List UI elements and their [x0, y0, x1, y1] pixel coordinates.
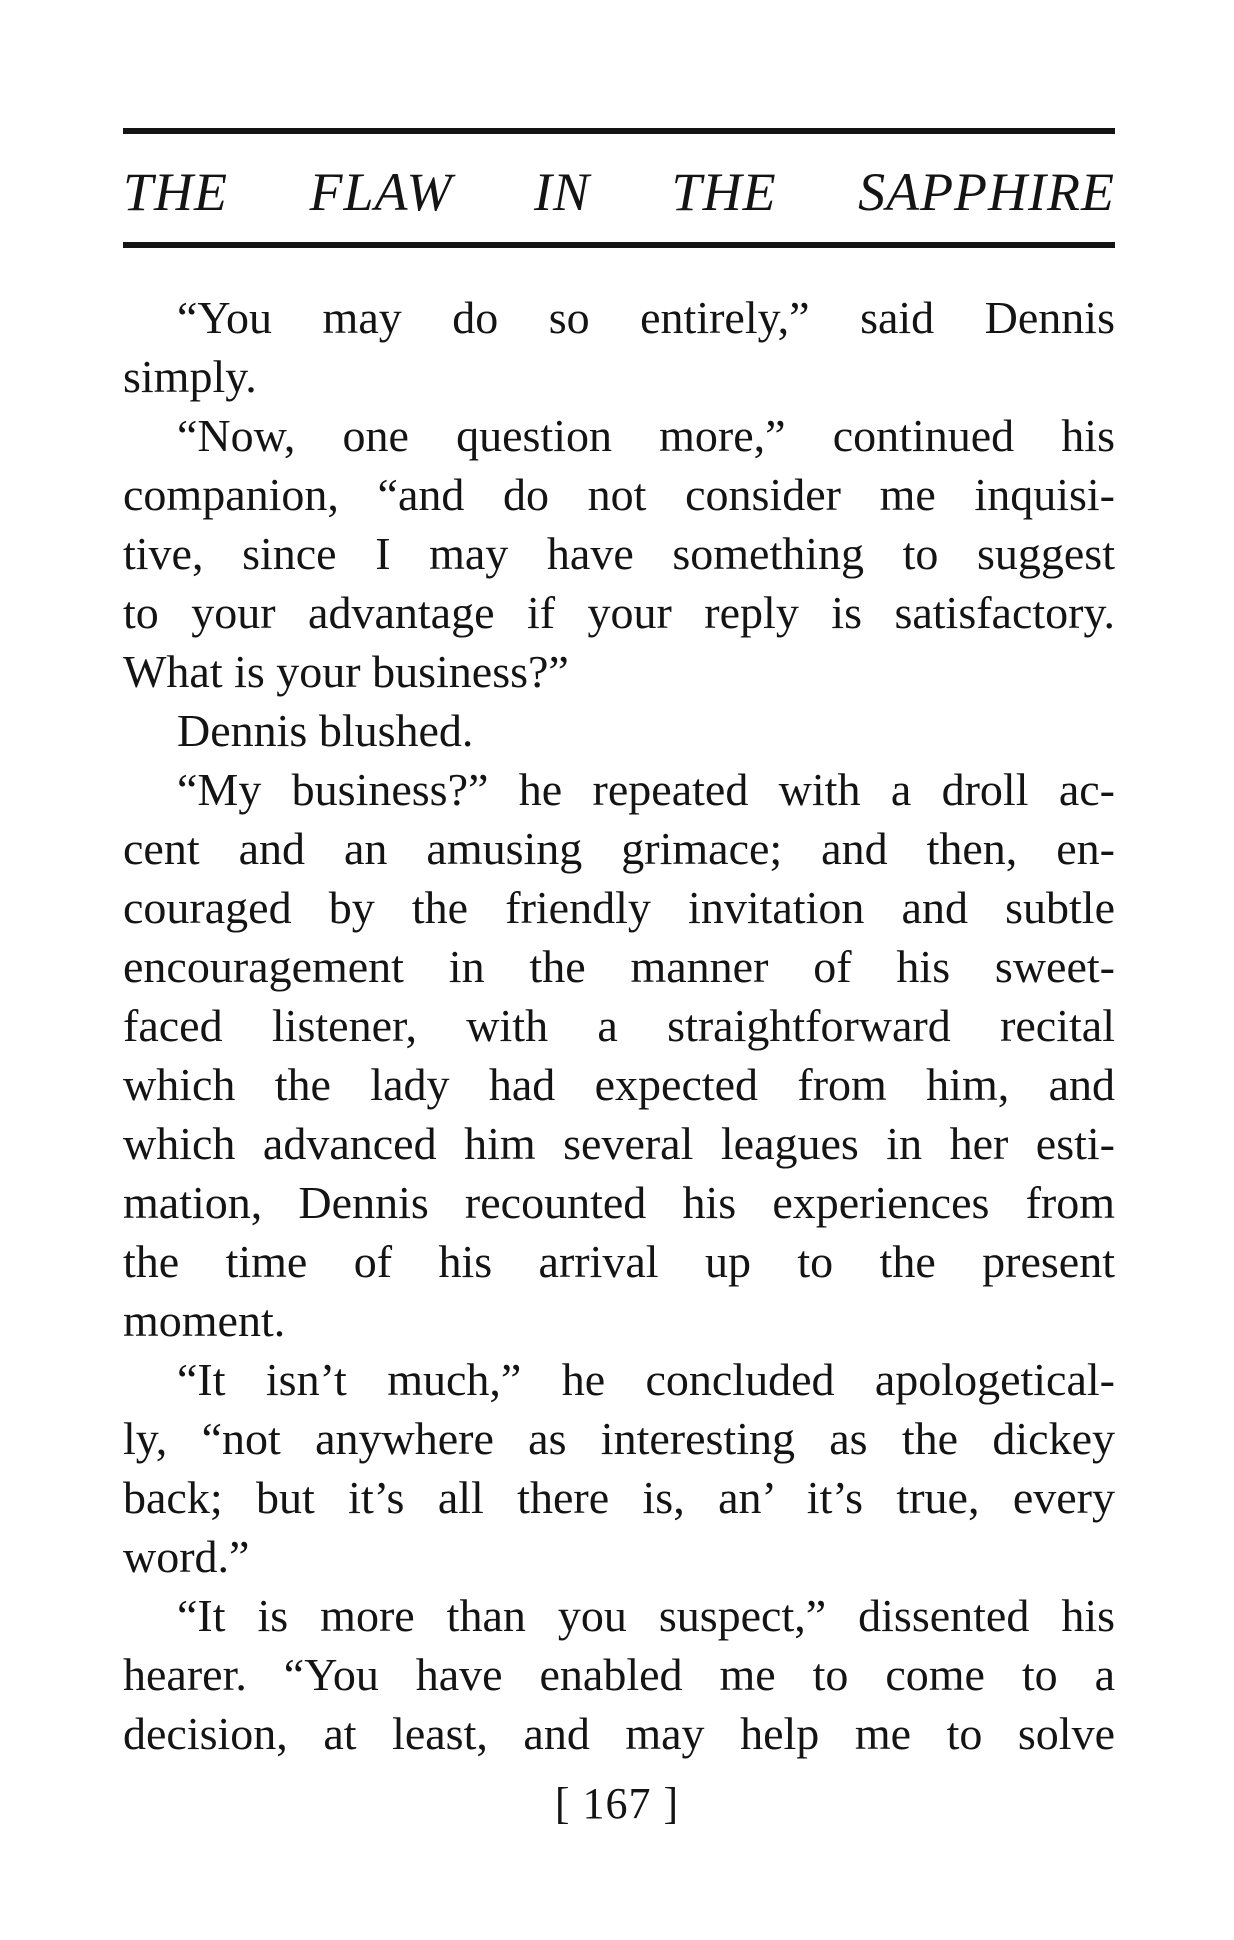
- text-line: decision, at least, and may help me to solve: [123, 1708, 1115, 1759]
- text-line: “You may do so entirely,” said Dennis: [177, 292, 1115, 343]
- text-line: encouragement in the manner of his sweet-: [123, 941, 1115, 992]
- text-line: “It isn’t much,” he concluded apologetical-: [177, 1354, 1115, 1405]
- running-head: [123, 152, 1115, 232]
- running-head-word: FLAW: [309, 162, 453, 222]
- text-line: to your advantage if your reply is satisfactory.: [123, 587, 1115, 638]
- header-rule-top: [123, 128, 1115, 134]
- running-head-word: SAPPHIRE: [858, 162, 1115, 222]
- text-line: word.”: [123, 1531, 250, 1582]
- text-line: Dennis blushed.: [177, 705, 474, 756]
- body-text: [123, 288, 1115, 1763]
- text-line: couraged by the friendly invitation and subtle: [123, 882, 1115, 933]
- text-line: the time of his arrival up to the present: [123, 1236, 1115, 1287]
- text-line: moment.: [123, 1295, 286, 1346]
- text-line: simply.: [123, 351, 257, 402]
- text-line: which advanced him several leagues in her esti-: [123, 1118, 1115, 1169]
- running-head-word: IN: [534, 162, 591, 222]
- text-line: mation, Dennis recounted his experiences from: [123, 1177, 1115, 1228]
- text-line: cent and an amusing grimace; and then, en-: [123, 823, 1115, 874]
- page-number: [ 167 ]: [554, 1779, 680, 1828]
- running-head-word: THE: [671, 162, 777, 222]
- text-line: hearer. “You have enabled me to come to a: [123, 1649, 1115, 1700]
- text-line: What is your business?”: [123, 646, 569, 697]
- text-line: faced listener, with a straightforward recital: [123, 1000, 1115, 1051]
- text-line: tive, since I may have something to suggest: [123, 528, 1115, 579]
- text-line: which the lady had expected from him, and: [123, 1059, 1115, 1110]
- text-line: “It is more than you suspect,” dissented his: [177, 1590, 1115, 1641]
- text-line: “Now, one question more,” continued his: [177, 410, 1115, 461]
- header-rule-bottom: [123, 242, 1115, 248]
- text-line: back; but it’s all there is, an’ it’s true, every: [123, 1472, 1115, 1523]
- text-line: ly, “not anywhere as interesting as the dickey: [123, 1413, 1115, 1464]
- running-head-word: THE: [123, 162, 229, 222]
- text-line: “My business?” he repeated with a droll ac-: [177, 764, 1115, 815]
- text-line: companion, “and do not consider me inquisi-: [123, 469, 1115, 520]
